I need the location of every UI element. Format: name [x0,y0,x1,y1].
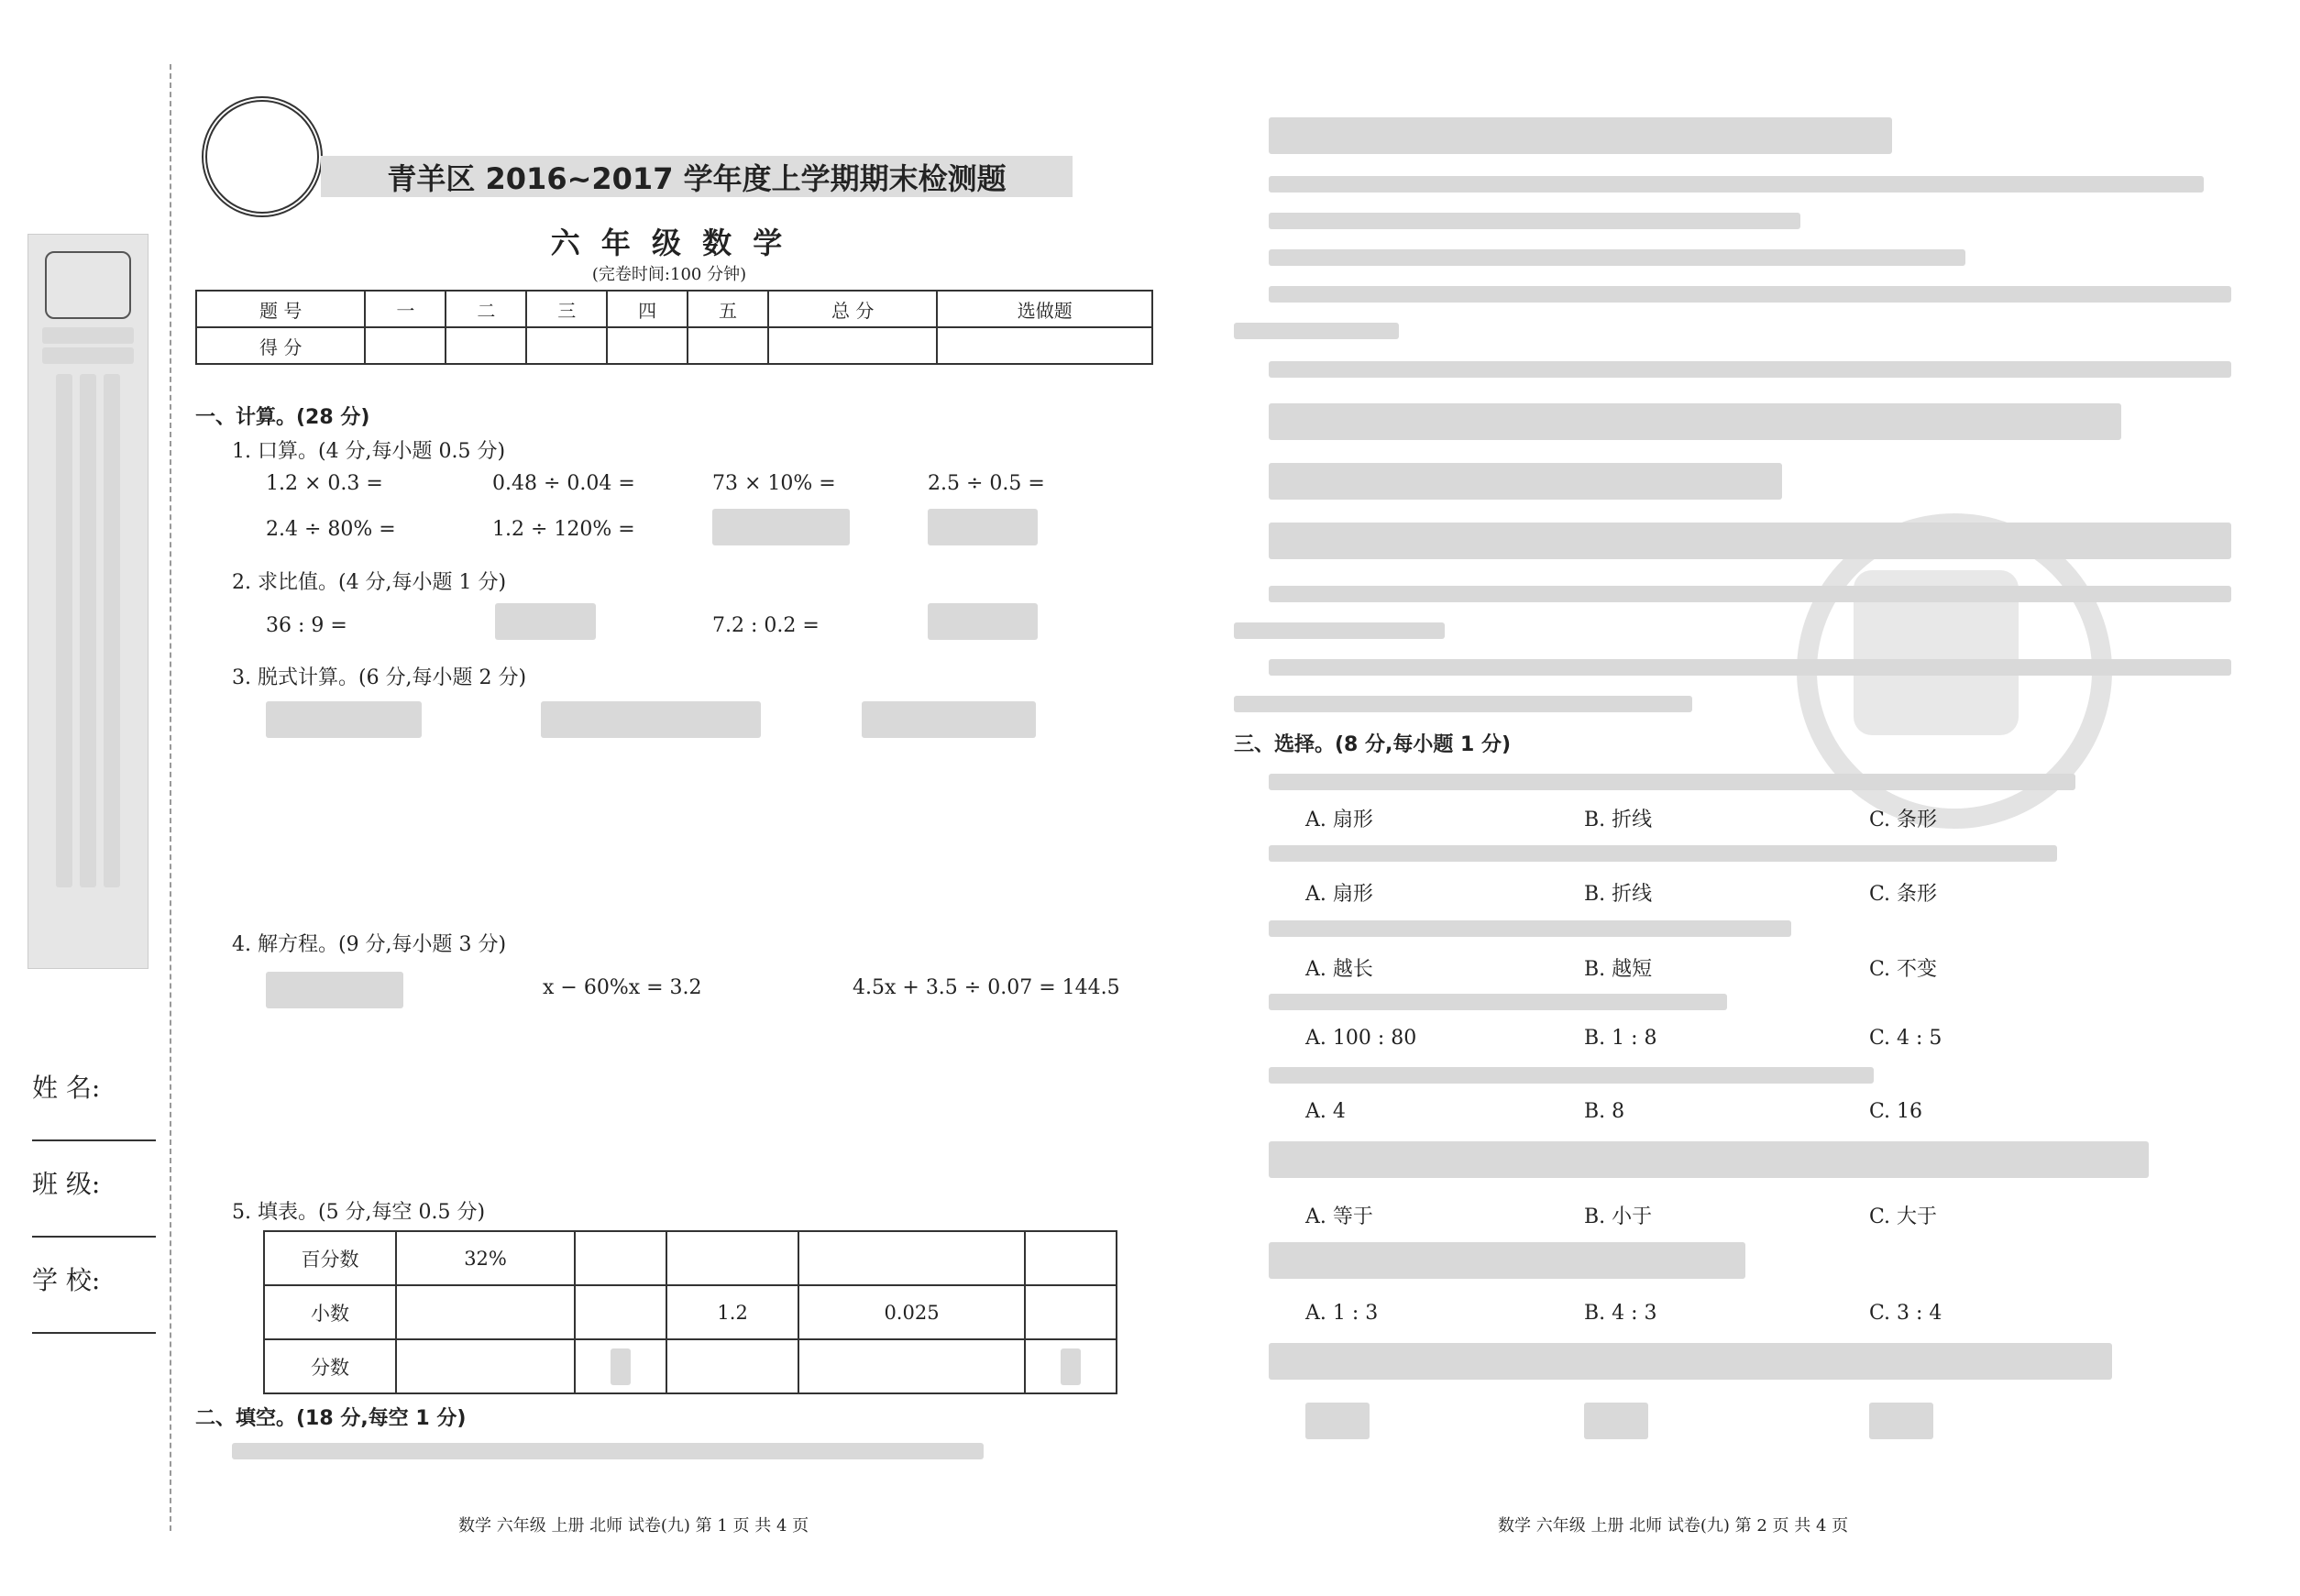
school-field[interactable] [32,1260,100,1297]
choice-option[interactable]: C. 条形 [1869,809,1938,831]
choice-question [1269,917,1791,940]
q1-item-fraction [712,509,850,545]
fill-cell[interactable] [798,1231,1025,1285]
fill-question [1269,117,1892,154]
fill-question [1234,619,1445,642]
choice-option[interactable] [1305,1403,1370,1439]
choice-option[interactable]: C. 大于 [1869,1205,1938,1228]
choice-option[interactable]: B. 折线 [1584,883,1653,906]
q3-item [862,701,1036,738]
page-footer: 数学 六年级 上册 北师 试卷(九) 第 2 页 共 4 页 [1498,1516,1849,1535]
q4-item [266,972,403,1008]
choice-question [1269,1141,2149,1178]
choice-option[interactable]: B. 小于 [1584,1205,1653,1228]
score-table [195,290,1153,365]
q1-item-fraction [928,509,1038,545]
q1-item: 1.2 × 0.3 = [266,472,383,495]
fill-cell[interactable] [666,1231,798,1285]
score-header: 五 [688,291,768,327]
fill-row-label: 分数 [264,1339,396,1393]
fill-table [263,1230,1117,1394]
score-header: 三 [526,291,607,327]
page-footer: 数学 六年级 上册 北师 试卷(九) 第 1 页 共 4 页 [458,1516,809,1535]
header-banner [183,105,1118,196]
fill-question [1269,463,1782,500]
fill-cell[interactable] [1025,1231,1117,1285]
fill-question [1269,246,1965,269]
fill-cell: 32% [396,1231,575,1285]
fill-question [232,1439,984,1462]
choice-option[interactable]: C. 条形 [1869,883,1938,906]
score-cell[interactable] [688,327,768,364]
binding-rules [28,374,148,887]
choice-option[interactable]: A. 扇形 [1305,809,1373,831]
choice-option[interactable]: C. 3 : 4 [1869,1302,1942,1325]
choice-option[interactable]: B. 折线 [1584,809,1653,831]
q1-heading: 1. 口算。(4 分,每小题 0.5 分) [232,440,506,463]
score-header: 二 [446,291,526,327]
q2-item-fraction [495,603,596,640]
fill-cell[interactable] [575,1231,666,1285]
choice-option[interactable]: C. 4 : 5 [1869,1027,1942,1050]
score-header: 四 [607,291,688,327]
fill-cell-fraction [575,1339,666,1393]
mascot-image [45,251,131,319]
score-header: 一 [365,291,446,327]
school-label: 学 校: [32,1265,101,1295]
fill-question [1269,282,2231,305]
choice-option[interactable]: C. 16 [1869,1100,1923,1123]
score-cell[interactable] [446,327,526,364]
fill-cell[interactable] [798,1339,1025,1393]
q3-heading: 3. 脱式计算。(6 分,每小题 2 分) [232,666,527,689]
q2-item-fraction [928,603,1038,640]
q1-item: 2.4 ÷ 80% = [266,518,396,541]
choice-question [1269,1343,2112,1380]
time-note: (完卷时间:100 分钟) [591,265,747,284]
fill-cell[interactable] [1025,1285,1117,1339]
fill-cell-fraction [1025,1339,1117,1393]
class-field[interactable] [32,1164,100,1201]
fill-cell: 0.025 [798,1285,1025,1339]
q3-item [541,701,761,738]
choice-question [1269,990,1727,1013]
q5-heading: 5. 填表。(5 分,每空 0.5 分) [232,1201,486,1224]
choice-option[interactable]: C. 不变 [1869,958,1938,981]
choice-question [1269,842,2057,864]
score-header: 总 分 [768,291,937,327]
fill-question [1234,692,1692,715]
fill-row-label: 百分数 [264,1231,396,1285]
right-page [1150,0,2300,1596]
publisher-logo [202,96,323,217]
exam-subtitle: 六 年 级 数 学 [550,226,788,260]
q4-item: 4.5x + 3.5 ÷ 0.07 = 144.5 [853,976,1120,999]
choice-option[interactable]: A. 4 [1305,1100,1346,1123]
name-label: 姓 名: [32,1073,101,1103]
fill-cell[interactable] [575,1285,666,1339]
fill-cell[interactable] [666,1339,798,1393]
fill-row-label: 小数 [264,1285,396,1339]
q2-item: 7.2 : 0.2 = [712,614,820,637]
q1-item: 2.5 ÷ 0.5 = [928,472,1045,495]
name-field[interactable] [32,1068,100,1105]
q3-item [266,701,422,738]
fill-cell[interactable] [396,1285,575,1339]
q1-item: 73 × 10% = [712,472,836,495]
fill-question [1269,358,2231,380]
q1-item: 1.2 ÷ 120% = [492,518,635,541]
choice-option[interactable] [1584,1403,1648,1439]
q4-item: x − 60%x = 3.2 [543,976,702,999]
score-cell[interactable] [607,327,688,364]
choice-option[interactable]: A. 等于 [1305,1205,1373,1228]
exam-title: 青羊区 2016~2017 学年度上学期期末检测题 [387,161,1007,196]
fill-cell[interactable] [396,1339,575,1393]
choice-option[interactable]: B. 4 : 3 [1584,1302,1657,1325]
fill-question [1269,209,1800,232]
fill-question [1269,655,2231,678]
q2-item: 36 : 9 = [266,614,347,637]
cut-line [170,64,171,1531]
score-cell[interactable] [526,327,607,364]
choice-option[interactable]: A. 100 : 80 [1305,1027,1417,1050]
q4-heading: 4. 解方程。(9 分,每小题 3 分) [232,933,507,956]
score-header: 选做题 [937,291,1152,327]
choice-option[interactable]: A. 1 : 3 [1305,1302,1379,1325]
score-header: 题 号 [196,291,365,327]
section-2-heading: 二、填空。(18 分,每空 1 分) [195,1407,467,1430]
fill-question [1269,403,2121,440]
choice-question [1269,770,2075,793]
choice-option[interactable]: B. 1 : 8 [1584,1027,1657,1050]
section-1-heading: 一、计算。(28 分) [195,406,370,429]
choice-question [1269,1242,1745,1279]
choice-option[interactable] [1869,1403,1933,1439]
fill-question [1269,172,2204,195]
choice-option[interactable]: B. 8 [1584,1100,1625,1123]
fill-question [1234,319,1399,342]
choice-question [1269,1063,1874,1086]
score-cell[interactable] [365,327,446,364]
section-3-heading: 三、选择。(8 分,每小题 1 分) [1234,733,1512,756]
choice-option[interactable]: A. 扇形 [1305,883,1373,906]
choice-option[interactable]: B. 越短 [1584,958,1653,981]
choice-option[interactable]: A. 越长 [1305,958,1373,981]
fill-cell: 1.2 [666,1285,798,1339]
binding-strip [28,234,149,969]
fill-question [1269,523,2231,559]
class-label: 班 级: [32,1169,101,1199]
score-row-label: 得 分 [196,327,365,364]
binding-motto [28,325,148,365]
q1-item: 0.48 ÷ 0.04 = [492,472,635,495]
score-cell[interactable] [937,327,1152,364]
q2-heading: 2. 求比值。(4 分,每小题 1 分) [232,571,507,594]
score-cell[interactable] [768,327,937,364]
fill-question [1269,582,2231,605]
